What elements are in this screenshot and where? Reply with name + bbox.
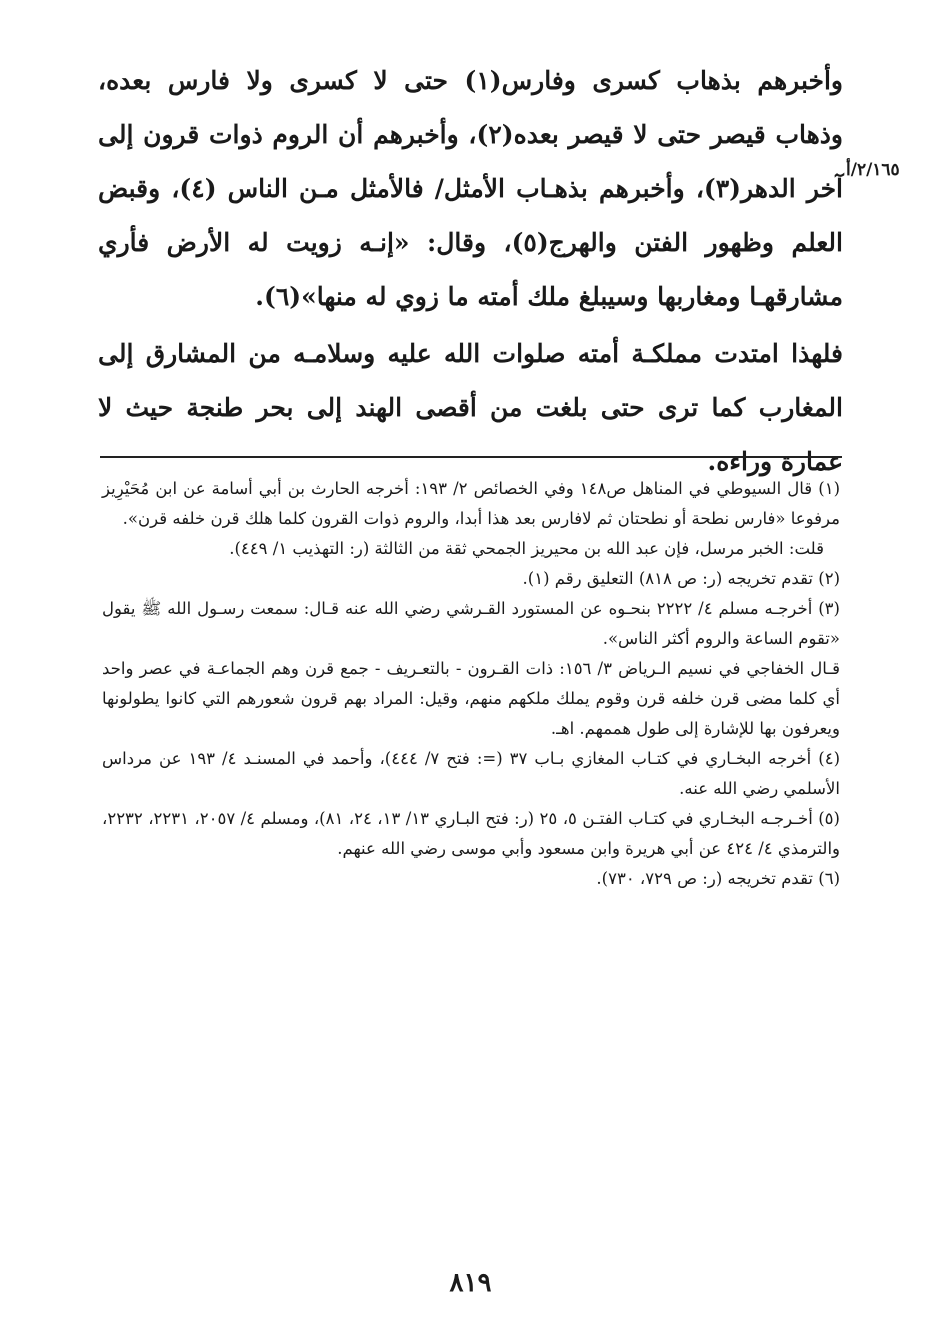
page-number: ٨١٩ xyxy=(449,1268,492,1298)
footnote-separator xyxy=(100,456,842,458)
footnote-1-comment: قلت: الخبر مرسل، فإن عبد الله بن محيريز الجمحي ثقة من الثالثة (ر: التهذيب ١/ ٤٤٩). xyxy=(229,539,824,558)
footnote-4: (٤) أخرجه البخـاري في كتـاب المغازي بـاب ٣٧ (=: فتح ٧/ ٤٤٤)، وأحمد في المسنـد ٤/ ١٩٣ عن مرداس الأسلمي رضي الله عنه. xyxy=(102,749,840,798)
body-paragraph-2 xyxy=(98,327,843,489)
footnote-1: (١) قال السيوطي في المناهل ص١٤٨ وفي الخصائص ٢/ ١٩٣: أخرجه الحارث بن أبي أسامة عن ابن مُحَيْرِيز مرفوعا «فارس نطحة أو نطحتان ثم لافارس بعد هذا أبدا، والروم ذوات القرون كلما هلك قرن خلفه قرن». xyxy=(102,479,841,528)
footnote-6: (٦) تقدم تخريجه (ر: ص ٧٢٩، ٧٣٠). xyxy=(596,869,840,888)
margin-folio-note: ٢/١٦٥/أ xyxy=(846,160,900,180)
footnote-5: (٥) أخـرجـه البخـاري في كتـاب الفتـن ٥، ٢٥ (ر: فتح البـاري ١٣/ ١٣، ٢٤، ٨١)، ومسلم ٤/ ٢٠٥٧، ٢٢٣١، ٢٢٣٢، والترمذي ٤/ ٤٢٤ عن أبي هريرة وابن مسعود وأبي موسى رضي الله عنهم. xyxy=(102,809,840,858)
body-paragraph-1 xyxy=(98,54,843,324)
footnote-2: (٢) تقدم تخريجه (ر: ص ٨١٨) التعليق رقم (١). xyxy=(522,569,840,588)
footnotes-section xyxy=(102,474,840,894)
body-text: فلهذا امتدت مملكـة أمته صلوات الله عليه وسلامـه من المشارق إلى المغارب كما ترى حتى بلغت من أقصى الهند إلى بحر طنجة حيث لا عمارة وراءه. xyxy=(98,339,843,476)
body-text: وأخبرهم بذهاب كسرى وفارس(١) حتى لا كسرى ولا فارس بعده، وذهاب قيصر حتى لا قيصر بعده(٢)، وأخبرهم أن الروم ذوات قرون إلى آخر الدهر(٣)، وأخبرهم بذهـاب الأمثل/ فالأمثل مـن الناس (٤)، وقبض العلم وظهور الفتن والهرج(٥)، وقال: «إنـه زويت له الأرض فأري مشارقهـا ومغاربها وسيبلغ ملك أمته ما زوي له منها»(٦). xyxy=(98,66,844,311)
footnote-3: (٣) أخرجـه مسلم ٤/ ٢٢٢٢ بنحـوه عن المستورد القـرشي رضي الله عنه قـال: سمعت رسـول الله ﷺ يقول «تقوم الساعة والروم أكثر الناس». xyxy=(102,599,840,648)
footnote-3-comment: قـال الخفاجي في نسيم الـرياض ٣/ ١٥٦: ذات القـرون - بالتعـريف - جمع قرن وهم الجماعـة في عصر واحد أي كلما مضى قرن خلفه قرن وقوم يملك ملكهم منهم، وقيل: المراد بهم قرون شعورهم التي كانوا يطولونها ويعرفون بها للإشارة إلى طول هممهم. اهـ. xyxy=(102,659,840,738)
